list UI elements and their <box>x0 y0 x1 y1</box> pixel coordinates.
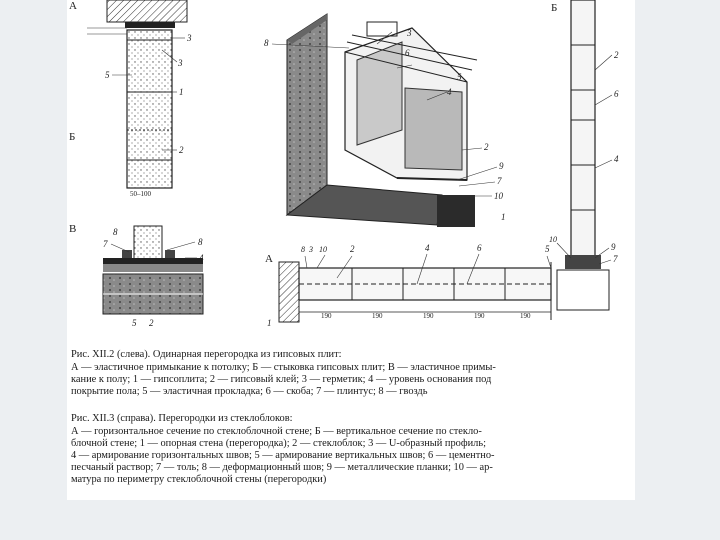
svg-text:8: 8 <box>113 227 118 237</box>
svg-text:2: 2 <box>614 50 619 60</box>
caption-2-line: матура по периметру стеклоблочной стены (перегородки) <box>71 474 327 485</box>
caption-1-line: покрытие пола; 5 — эластичная прокладка; 6 — скоба; 7 — плинтус; 8 — гвоздь <box>71 386 428 397</box>
svg-text:9: 9 <box>611 242 616 252</box>
svg-text:3: 3 <box>187 33 192 43</box>
right-vertical-section <box>549 0 619 310</box>
svg-text:7: 7 <box>497 176 502 186</box>
svg-text:8: 8 <box>198 237 203 247</box>
svg-text:10: 10 <box>549 235 557 244</box>
svg-text:4: 4 <box>425 243 430 253</box>
svg-text:5: 5 <box>132 318 137 328</box>
svg-text:4: 4 <box>614 154 619 164</box>
svg-text:2: 2 <box>350 244 355 254</box>
svg-text:9: 9 <box>499 161 504 171</box>
svg-text:1: 1 <box>501 212 506 222</box>
svg-text:6: 6 <box>614 89 619 99</box>
svg-text:5: 5 <box>105 70 110 80</box>
svg-text:7: 7 <box>613 254 618 264</box>
svg-text:3: 3 <box>309 245 313 254</box>
svg-text:8: 8 <box>264 38 269 48</box>
svg-text:190: 190 <box>372 312 383 320</box>
document-page <box>67 0 635 500</box>
svg-text:8: 8 <box>301 245 305 254</box>
svg-text:4: 4 <box>199 253 204 263</box>
label-section-a: А <box>69 0 77 12</box>
svg-text:5: 5 <box>457 72 462 82</box>
svg-text:1: 1 <box>267 318 272 328</box>
caption-2-line: блочной стене; 1 — опорная стена (перегородка); 2 — стеклоблок; 3 — U-образный профиль; <box>71 438 486 449</box>
svg-text:190: 190 <box>321 312 332 320</box>
caption-2-title: Рис. XII.3 (справа). Перегородки из стеклоблоков: <box>71 413 293 424</box>
technical-drawing <box>67 0 635 500</box>
svg-text:2: 2 <box>149 318 154 328</box>
svg-text:50–100: 50–100 <box>130 190 151 198</box>
svg-text:1: 1 <box>179 87 184 97</box>
left-section-drawing <box>69 0 192 198</box>
caption-1-line: А — эластичное примыкание к потолку; Б — стыковка гипсовых плит; В — эластичное примы- <box>71 362 496 373</box>
label-right-b: Б <box>551 2 558 14</box>
label-bottom-a: А <box>265 253 273 265</box>
svg-text:10: 10 <box>494 191 503 201</box>
svg-text:2: 2 <box>484 142 489 152</box>
svg-text:6: 6 <box>405 48 410 58</box>
caption-2-line: 4 — армирование горизонтальных швов; 5 — армирование вертикальных швов; 6 — цементно- <box>71 450 495 461</box>
bottom-horizontal-section <box>265 243 551 328</box>
label-section-c: В <box>69 223 77 235</box>
svg-text:5: 5 <box>545 244 550 254</box>
svg-text:7: 7 <box>103 239 108 249</box>
isometric-drawing <box>264 14 506 227</box>
svg-text:3: 3 <box>178 58 183 68</box>
svg-text:4: 4 <box>447 87 452 97</box>
left-floor-section-drawing <box>69 223 204 328</box>
caption-2-line: А — горизонтальное сечение по стеклоблочной стене; Б — вертикальное сечение по стекло- <box>71 426 482 437</box>
label-section-b: Б <box>69 131 76 143</box>
svg-text:2: 2 <box>179 145 184 155</box>
caption-2-line: песчаный раствор; 7 — толь; 8 — деформационный шов; 9 — металлические планки; 10 — ар- <box>71 462 493 473</box>
caption-1-title: Рис. XII.2 (слева). Одинарная перегородка из гипсовых плит: <box>71 349 342 360</box>
svg-text:190: 190 <box>423 312 434 320</box>
svg-text:190: 190 <box>474 312 485 320</box>
svg-text:10: 10 <box>319 245 327 254</box>
svg-text:3: 3 <box>407 28 412 38</box>
svg-text:6: 6 <box>477 243 482 253</box>
caption-1-line: кание к полу; 1 — гипсоплита; 2 — гипсовый клей; 3 — герметик; 4 — уровень основания под <box>71 374 492 385</box>
svg-text:190: 190 <box>520 312 531 320</box>
